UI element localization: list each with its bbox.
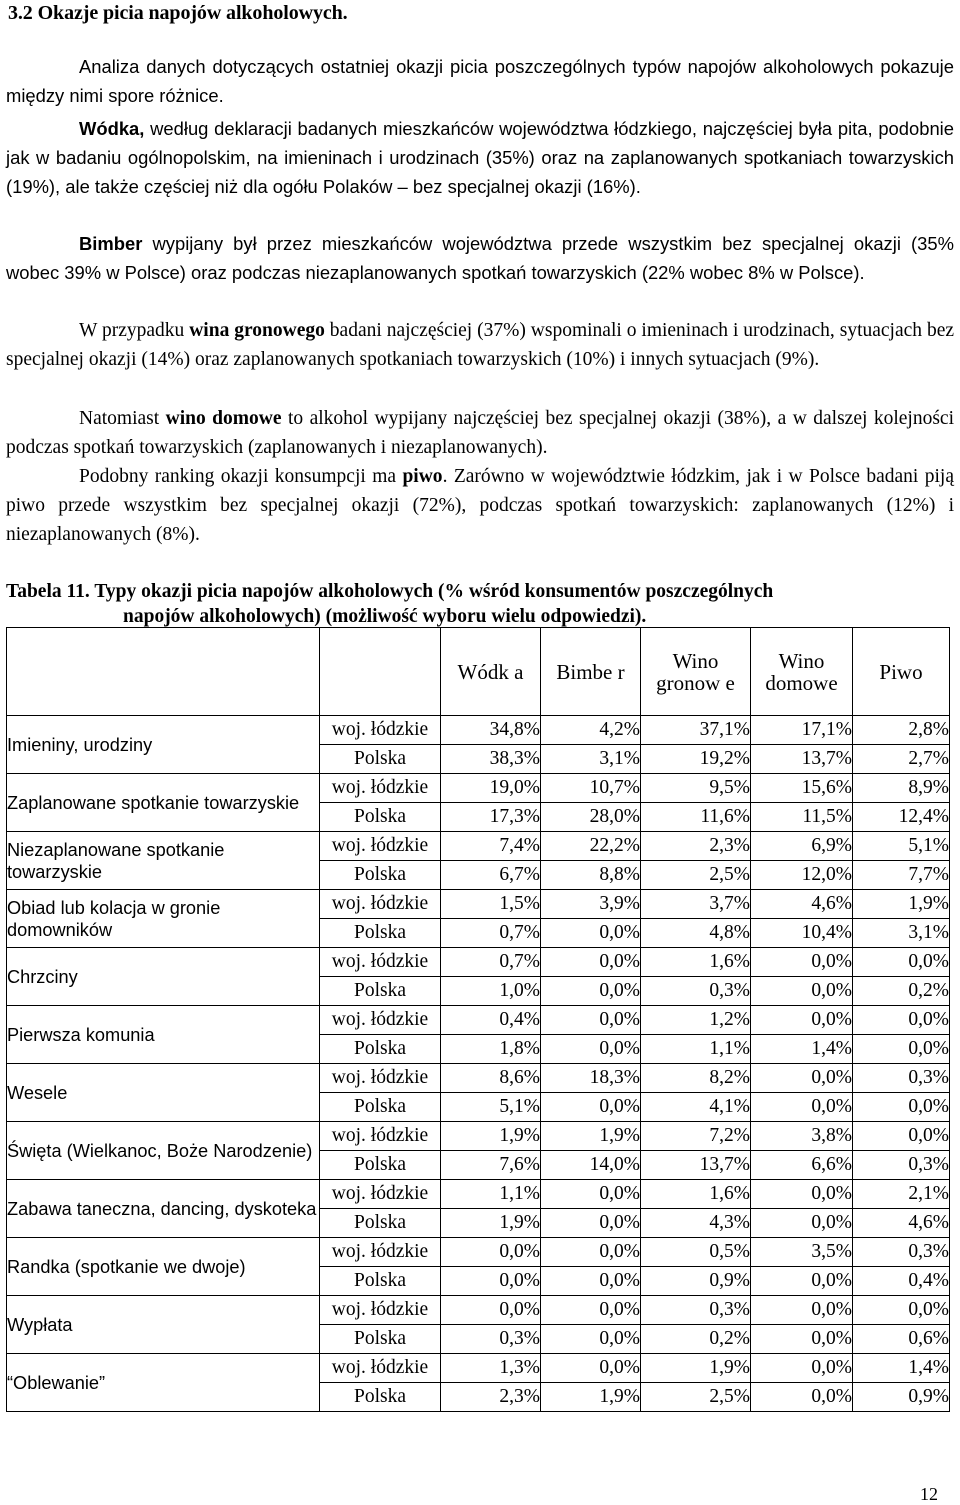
value-cell: 0,0% (751, 1180, 853, 1209)
value-cell: 5,1% (441, 1093, 541, 1122)
value-cell: 0,7% (441, 948, 541, 977)
value-cell: 0,3% (853, 1064, 950, 1093)
paragraph-wino-gronowe (6, 316, 954, 374)
value-cell: 0,0% (751, 1209, 853, 1238)
value-cell: 4,3% (641, 1209, 751, 1238)
row-label: Zaplanowane spotkanie towarzyskie (7, 774, 320, 832)
value-cell: 9,5% (641, 774, 751, 803)
value-cell: 38,3% (441, 745, 541, 774)
value-cell: 14,0% (541, 1151, 641, 1180)
value-cell: 3,1% (853, 919, 950, 948)
section-heading: 3.2 Okazje picia napojów alkoholowych. (8, 2, 348, 24)
region-woj-lodzkie: woj. łódzkie (320, 1354, 441, 1383)
table-caption (6, 579, 954, 629)
region-woj-lodzkie: woj. łódzkie (320, 774, 441, 803)
term-wodka: Wódka, (79, 118, 145, 139)
header-wino-domowe: Wino domowe (751, 628, 853, 716)
value-cell: 10,7% (541, 774, 641, 803)
paragraph-piwo-lead: Podobny ranking okazji konsumpcji ma (79, 466, 403, 487)
row-label: Święta (Wielkanoc, Boże Narodzenie) (7, 1122, 320, 1180)
value-cell: 2,3% (641, 832, 751, 861)
value-cell: 17,1% (751, 716, 853, 745)
value-cell: 1,0% (441, 977, 541, 1006)
table-row (7, 1354, 950, 1383)
value-cell: 0,3% (441, 1325, 541, 1354)
value-cell: 0,0% (751, 1325, 853, 1354)
value-cell: 1,6% (641, 948, 751, 977)
table-row (7, 716, 950, 745)
value-cell: 0,5% (641, 1238, 751, 1267)
value-cell: 0,0% (751, 948, 853, 977)
value-cell: 1,9% (853, 890, 950, 919)
value-cell: 8,9% (853, 774, 950, 803)
term-bimber: Bimber (79, 233, 143, 254)
value-cell: 0,2% (641, 1325, 751, 1354)
value-cell: 0,0% (541, 1093, 641, 1122)
page-number: 12 (920, 1484, 938, 1504)
paragraph-piwo-text: . Zarówno w województwie łódzkim, jak i w Polsce badani piją piwo przede wszystkim bez specjalnej okazji (72%), podczas spotkań towarzyskich: zaplanowanych (12%) i niezaplanowanych (8%). (6, 466, 954, 546)
value-cell: 1,1% (641, 1035, 751, 1064)
value-cell: 0,0% (441, 1267, 541, 1296)
value-cell: 8,6% (441, 1064, 541, 1093)
value-cell: 1,8% (441, 1035, 541, 1064)
value-cell: 13,7% (641, 1151, 751, 1180)
table-header-row (7, 628, 950, 716)
value-cell: 0,0% (541, 1006, 641, 1035)
region-polska: Polska (320, 1325, 441, 1354)
table-row (7, 890, 950, 919)
region-woj-lodzkie: woj. łódzkie (320, 716, 441, 745)
row-label: Chrzciny (7, 948, 320, 1006)
paragraph-wodka-text: według deklaracji badanych mieszkańców województwa łódzkiego, najczęściej była pita, podobnie jak w badaniu ogólnopolskim, na imieninach i urodzinach (35%) oraz na zaplanowanych spotkaniach towarzyskich (19%), ale także częściej niż dla ogółu Polaków – bez specjalnej okazji (16%). (6, 118, 954, 198)
row-label: Wypłata (7, 1296, 320, 1354)
table-row (7, 948, 950, 977)
header-wino-gronowe: Wino gronow e (641, 628, 751, 716)
value-cell: 1,1% (441, 1180, 541, 1209)
paragraph-wodka (6, 114, 954, 202)
value-cell: 0,0% (751, 1093, 853, 1122)
value-cell: 2,3% (441, 1383, 541, 1412)
region-polska: Polska (320, 1267, 441, 1296)
region-woj-lodzkie: woj. łódzkie (320, 1296, 441, 1325)
value-cell: 1,9% (441, 1209, 541, 1238)
value-cell: 1,5% (441, 890, 541, 919)
value-cell: 0,4% (441, 1006, 541, 1035)
value-cell: 0,9% (853, 1383, 950, 1412)
value-cell: 0,3% (853, 1238, 950, 1267)
value-cell: 1,9% (541, 1383, 641, 1412)
value-cell: 7,2% (641, 1122, 751, 1151)
value-cell: 12,4% (853, 803, 950, 832)
region-polska: Polska (320, 1035, 441, 1064)
row-label: Wesele (7, 1064, 320, 1122)
value-cell: 1,6% (641, 1180, 751, 1209)
value-cell: 0,4% (853, 1267, 950, 1296)
value-cell: 3,1% (541, 745, 641, 774)
value-cell: 6,6% (751, 1151, 853, 1180)
table-row (7, 1180, 950, 1209)
row-label: Randka (spotkanie we dwoje) (7, 1238, 320, 1296)
value-cell: 0,6% (853, 1325, 950, 1354)
value-cell: 0,0% (751, 1383, 853, 1412)
value-cell: 4,6% (853, 1209, 950, 1238)
paragraph-wino-domowe (6, 404, 954, 462)
value-cell: 0,0% (541, 1325, 641, 1354)
region-polska: Polska (320, 919, 441, 948)
row-label: Obiad lub kolacja w gronie domowników (7, 890, 320, 948)
value-cell: 19,0% (441, 774, 541, 803)
row-label: Imieniny, urodziny (7, 716, 320, 774)
value-cell: 0,0% (541, 1035, 641, 1064)
paragraph-bimber-text: wypijany był przez mieszkańców województwa przede wszystkim bez specjalnej okazji (35% wobec 39% w Polsce) oraz podczas niezaplanowanych spotkań towarzyskich (22% wobec 8% w Polsce). (6, 233, 954, 284)
value-cell: 28,0% (541, 803, 641, 832)
value-cell: 3,5% (751, 1238, 853, 1267)
table-caption-line2: napojów alkoholowych) (możliwość wyboru wielu odpowiedzi). (123, 606, 647, 627)
value-cell: 1,2% (641, 1006, 751, 1035)
value-cell: 0,0% (751, 977, 853, 1006)
value-cell: 0,7% (441, 919, 541, 948)
value-cell: 11,5% (751, 803, 853, 832)
paragraph-wino-gronowe-text: badani najczęściej (37%) wspominali o imieninach i urodzinach, sytuacjach bez specjalnej okazji (14%) oraz zaplanowanych spotkaniach towarzyskich (10%) i innych sytuacjach (9%). (6, 320, 955, 371)
value-cell: 4,1% (641, 1093, 751, 1122)
row-label: Pierwsza komunia (7, 1006, 320, 1064)
value-cell: 6,7% (441, 861, 541, 890)
value-cell: 0,3% (853, 1151, 950, 1180)
term-wino-gronowe: wina gronowego (189, 320, 325, 341)
row-label: Niezaplanowane spotkanie towarzyskie (7, 832, 320, 890)
value-cell: 7,7% (853, 861, 950, 890)
table-body (7, 716, 950, 1412)
value-cell: 0,0% (541, 1354, 641, 1383)
value-cell: 4,6% (751, 890, 853, 919)
value-cell: 0,9% (641, 1267, 751, 1296)
value-cell: 2,7% (853, 745, 950, 774)
paragraph-wino-gronowe-lead: W przypadku (79, 320, 190, 341)
value-cell: 0,0% (541, 948, 641, 977)
value-cell: 22,2% (541, 832, 641, 861)
occasions-table (6, 627, 950, 1412)
region-polska: Polska (320, 803, 441, 832)
value-cell: 2,8% (853, 716, 950, 745)
value-cell: 11,6% (641, 803, 751, 832)
value-cell: 0,0% (853, 1035, 950, 1064)
paragraph-bimber (6, 229, 954, 287)
value-cell: 8,2% (641, 1064, 751, 1093)
value-cell: 0,0% (541, 919, 641, 948)
table-row (7, 1238, 950, 1267)
value-cell: 0,0% (751, 1296, 853, 1325)
value-cell: 2,5% (641, 1383, 751, 1412)
value-cell: 0,0% (853, 1122, 950, 1151)
value-cell: 0,2% (853, 977, 950, 1006)
value-cell: 1,3% (441, 1354, 541, 1383)
value-cell: 7,4% (441, 832, 541, 861)
table-caption-line1: Tabela 11. Typy okazji picia napojów alkoholowych (% wśród konsumentów poszczególnych (6, 581, 774, 602)
value-cell: 6,9% (751, 832, 853, 861)
value-cell: 3,9% (541, 890, 641, 919)
header-wodka: Wódk a (441, 628, 541, 716)
term-piwo: piwo (402, 466, 443, 487)
paragraph-wino-domowe-lead: Natomiast (79, 408, 166, 429)
table-row (7, 1064, 950, 1093)
row-label: Zabawa taneczna, dancing, dyskoteka (7, 1180, 320, 1238)
table-row (7, 1122, 950, 1151)
table-row (7, 774, 950, 803)
value-cell: 0,3% (641, 977, 751, 1006)
value-cell: 0,0% (853, 1006, 950, 1035)
table-row (7, 832, 950, 861)
value-cell: 13,7% (751, 745, 853, 774)
region-woj-lodzkie: woj. łódzkie (320, 1064, 441, 1093)
value-cell: 1,4% (751, 1035, 853, 1064)
value-cell: 7,6% (441, 1151, 541, 1180)
value-cell: 8,8% (541, 861, 641, 890)
value-cell: 12,0% (751, 861, 853, 890)
header-region-cell (320, 628, 441, 716)
value-cell: 0,0% (541, 1209, 641, 1238)
region-polska: Polska (320, 745, 441, 774)
value-cell: 2,1% (853, 1180, 950, 1209)
value-cell: 0,0% (541, 1180, 641, 1209)
region-polska: Polska (320, 1383, 441, 1412)
value-cell: 0,0% (541, 1267, 641, 1296)
region-woj-lodzkie: woj. łódzkie (320, 1180, 441, 1209)
region-polska: Polska (320, 1151, 441, 1180)
value-cell: 18,3% (541, 1064, 641, 1093)
value-cell: 4,2% (541, 716, 641, 745)
region-polska: Polska (320, 1209, 441, 1238)
region-woj-lodzkie: woj. łódzkie (320, 890, 441, 919)
region-woj-lodzkie: woj. łódzkie (320, 832, 441, 861)
value-cell: 0,0% (441, 1296, 541, 1325)
value-cell: 10,4% (751, 919, 853, 948)
header-empty-cell (7, 628, 320, 716)
value-cell: 0,0% (541, 1238, 641, 1267)
value-cell: 3,7% (641, 890, 751, 919)
value-cell: 0,0% (751, 1064, 853, 1093)
region-polska: Polska (320, 861, 441, 890)
value-cell: 2,5% (641, 861, 751, 890)
paragraph-piwo (6, 462, 954, 550)
region-polska: Polska (320, 1093, 441, 1122)
value-cell: 0,0% (751, 1006, 853, 1035)
value-cell: 17,3% (441, 803, 541, 832)
value-cell: 1,9% (641, 1354, 751, 1383)
term-wino-domowe: wino domowe (165, 408, 282, 429)
region-woj-lodzkie: woj. łódzkie (320, 1122, 441, 1151)
value-cell: 1,4% (853, 1354, 950, 1383)
value-cell: 0,0% (853, 948, 950, 977)
value-cell: 0,0% (541, 1296, 641, 1325)
value-cell: 0,0% (853, 1296, 950, 1325)
value-cell: 0,0% (541, 977, 641, 1006)
value-cell: 0,0% (751, 1267, 853, 1296)
row-label: “Oblewanie” (7, 1354, 320, 1412)
value-cell: 37,1% (641, 716, 751, 745)
value-cell: 4,8% (641, 919, 751, 948)
region-woj-lodzkie: woj. łódzkie (320, 1006, 441, 1035)
region-polska: Polska (320, 977, 441, 1006)
value-cell: 34,8% (441, 716, 541, 745)
value-cell: 15,6% (751, 774, 853, 803)
value-cell: 1,9% (441, 1122, 541, 1151)
value-cell: 0,3% (641, 1296, 751, 1325)
value-cell: 3,8% (751, 1122, 853, 1151)
region-woj-lodzkie: woj. łódzkie (320, 948, 441, 977)
paragraph-wino-domowe-text: to alkohol wypijany najczęściej bez specjalnej okazji (38%), a w dalszej kolejności podczas spotkań towarzyskich (zaplanowanych i niezaplanowanych). (6, 408, 955, 459)
header-piwo: Piwo (853, 628, 950, 716)
region-woj-lodzkie: woj. łódzkie (320, 1238, 441, 1267)
value-cell: 0,0% (853, 1093, 950, 1122)
value-cell: 0,0% (441, 1238, 541, 1267)
table-row (7, 1006, 950, 1035)
value-cell: 1,9% (541, 1122, 641, 1151)
header-bimber: Bimbe r (541, 628, 641, 716)
value-cell: 0,0% (751, 1354, 853, 1383)
value-cell: 19,2% (641, 745, 751, 774)
value-cell: 5,1% (853, 832, 950, 861)
paragraph-intro: Analiza danych dotyczących ostatniej okazji picia poszczególnych typów napojów alkoholowych pokazuje między nimi spore różnice. (6, 56, 954, 107)
table-row (7, 1296, 950, 1325)
